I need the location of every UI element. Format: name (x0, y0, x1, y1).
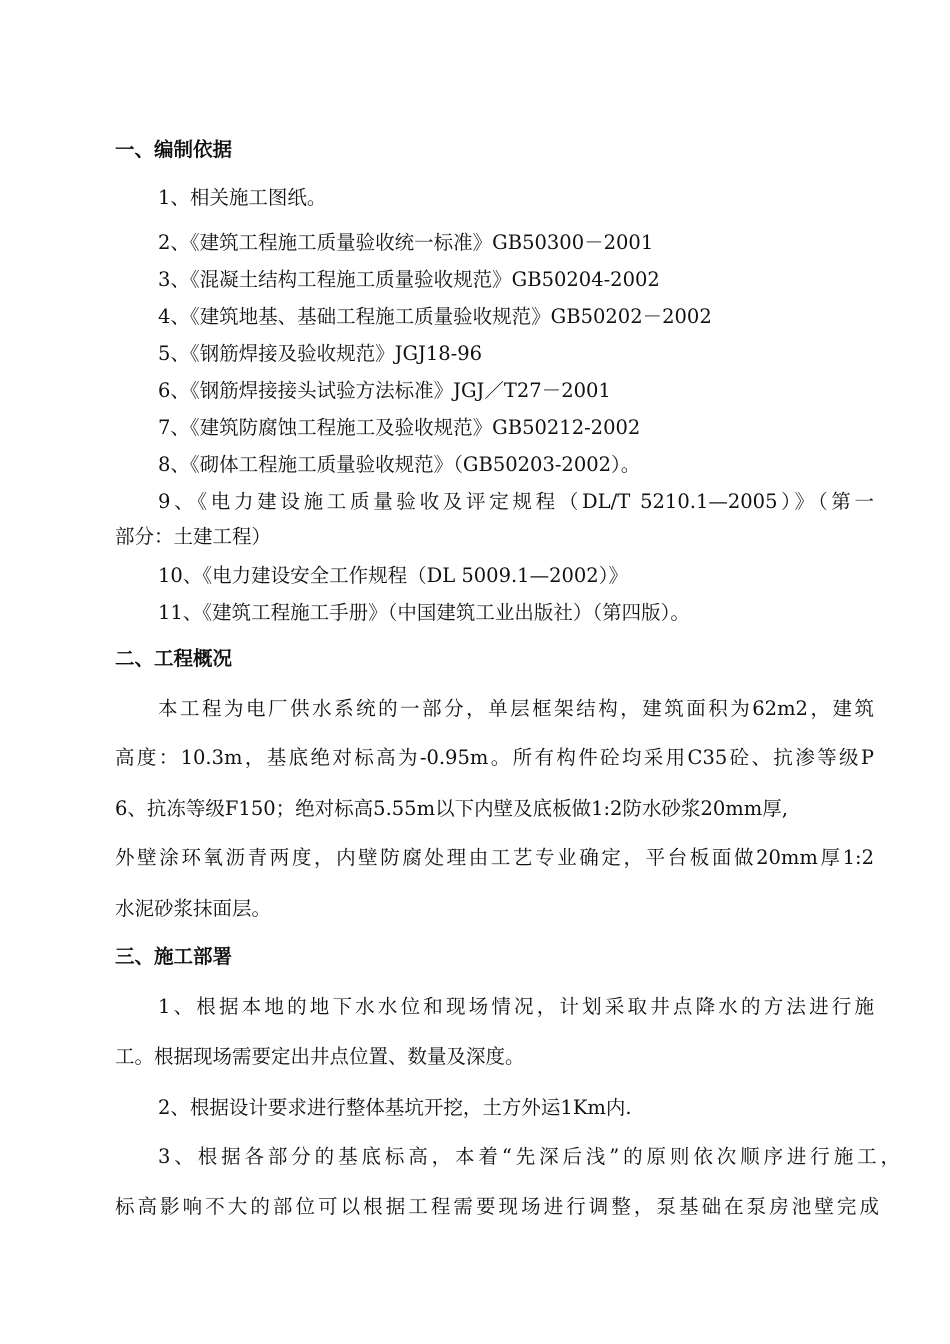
list-item: 6、《钢筋焊接接头试验方法标准》JGJ／T27－2001 (158, 379, 611, 402)
list-item: 5、《钢筋焊接及验收规范》JGJ18-96 (158, 342, 483, 365)
paragraph-line: 外壁涂环氧沥青两度，内壁防腐处理由工艺专业确定，平台板面做20mm厚1:2 (115, 846, 874, 869)
paragraph-line: 1、根据本地的地下水水位和现场情况，计划采取井点降水的方法进行施 (158, 995, 874, 1018)
paragraph-line: 6、抗冻等级F150；绝对标高5.55m以下内壁及底板做1:2防水砂浆20mm厚, (115, 797, 788, 820)
paragraph-line: 标高影响不大的部位可以根据工程需要现场进行调整，泵基础在泵房池壁完成 (115, 1195, 879, 1218)
list-item: 1、相关施工图纸。 (158, 186, 327, 209)
list-item: 11、《建筑工程施工手册》（中国建筑工业出版社）（第四版）。 (158, 601, 690, 624)
paragraph-line: 工。根据现场需要定出井点位置、数量及深度。 (115, 1045, 525, 1068)
paragraph-line: 本工程为电厂供水系统的一部分，单层框架结构，建筑面积为62m2，建筑 (158, 697, 874, 720)
list-item: 2、《建筑工程施工质量验收统一标准》GB50300－2001 (158, 231, 654, 254)
list-item: 8、《砌体工程施工质量验收规范》（GB50203-2002）。 (158, 453, 641, 476)
list-item: 7、《建筑防腐蚀工程施工及验收规范》GB50212-2002 (158, 416, 641, 439)
list-item: 9、《电力建设施工质量验收及评定规程（DL/T 5210.1—2005）》（第一 (158, 490, 874, 513)
list-item: 3、《混凝土结构工程施工质量验收规范》GB50204-2002 (158, 268, 660, 291)
paragraph-line: 2、根据设计要求进行整体基坑开挖，土方外运1Km内. (158, 1096, 632, 1119)
section-heading: 三、施工部署 (115, 945, 233, 968)
list-item: 4、《建筑地基、基础工程施工质量验收规范》GB50202－2002 (158, 305, 712, 328)
list-item: 10、《电力建设安全工作规程（DL 5009.1—2002）》 (158, 564, 628, 587)
section-heading: 二、工程概况 (115, 647, 233, 670)
list-item-continuation: 部分：土建工程） (115, 525, 272, 548)
section-heading: 一、编制依据 (115, 138, 233, 161)
paragraph-line: 3、根据各部分的基底标高，本着“先深后浅”的原则依次顺序进行施工， (158, 1145, 900, 1168)
paragraph-line: 高度：10.3m，基底绝对标高为-0.95m。所有构件砼均采用C35砼、抗渗等级P (115, 746, 874, 769)
paragraph-line: 水泥砂浆抹面层。 (115, 897, 272, 920)
